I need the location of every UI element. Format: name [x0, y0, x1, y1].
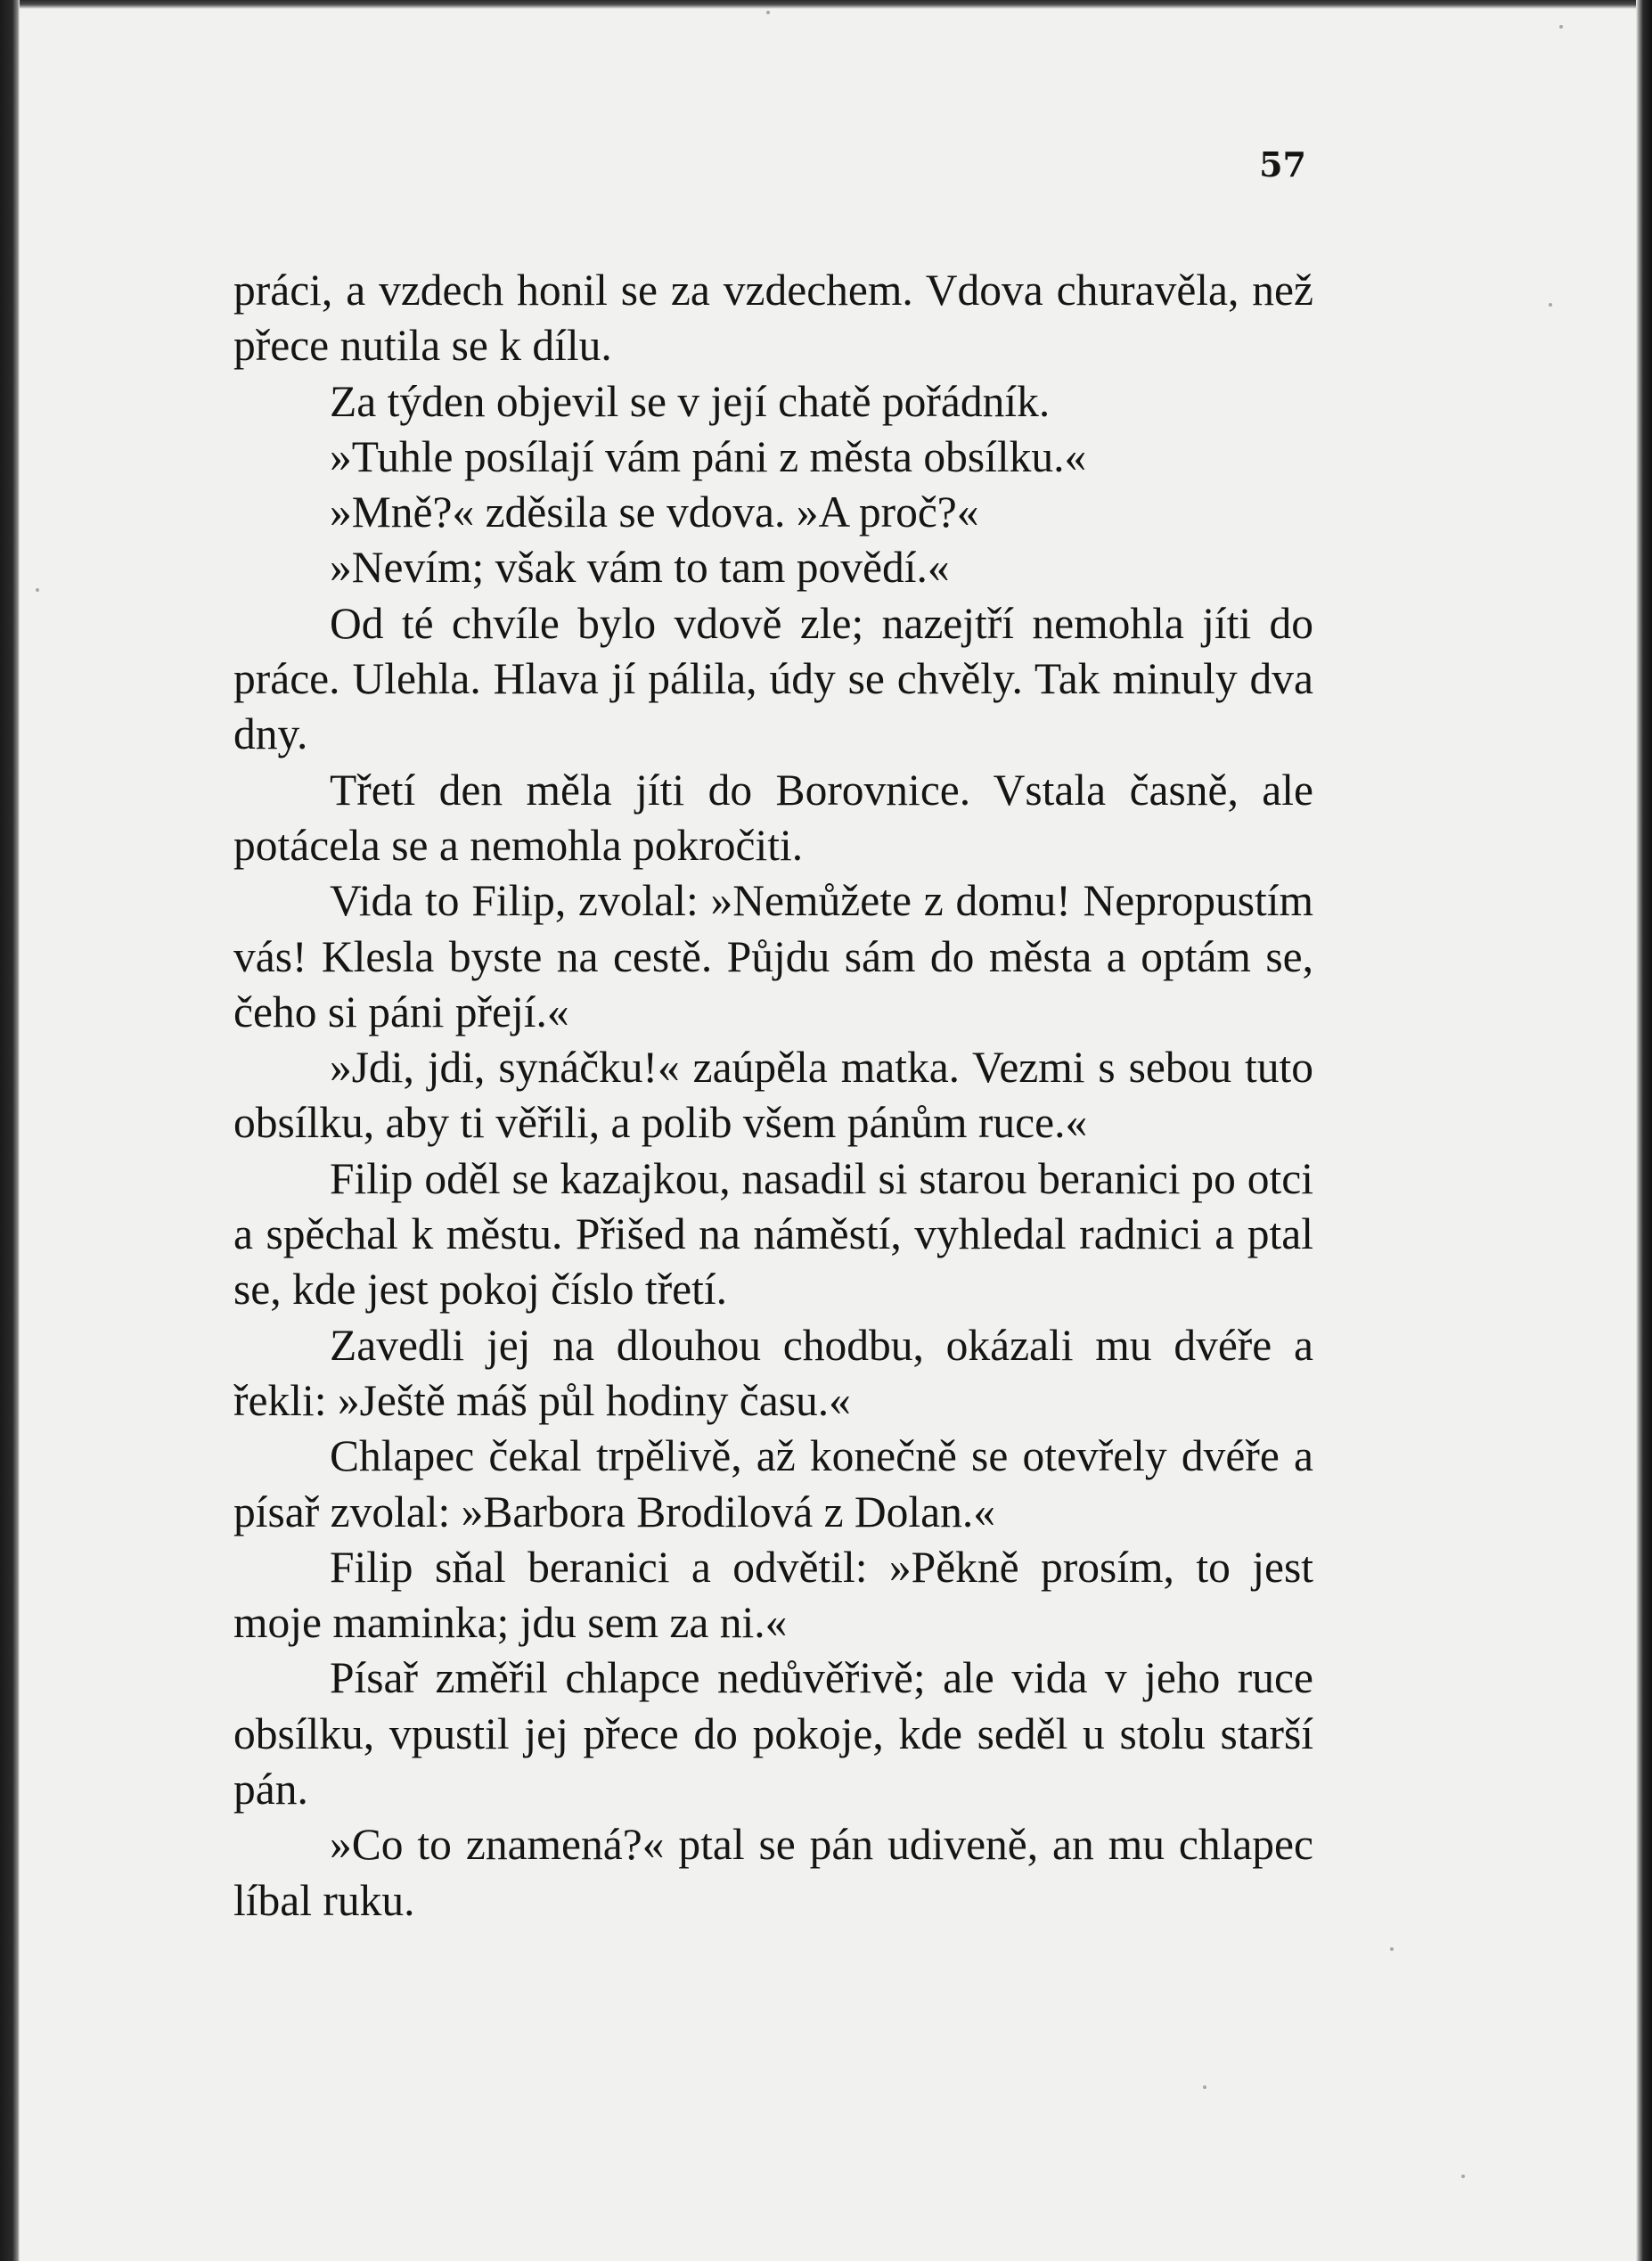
paragraph: »Tuhle posílají vám páni z města obsílku.« — [330, 431, 1087, 481]
paragraph: »Co to znamená?« ptal se pán udiveně, an mu chlapec líbal ruku. — [233, 1820, 1313, 1925]
paragraph: Třetí den měla jíti do Borovnice. Vstala časně, ale potácela se a nemohla pokročiti. — [233, 765, 1313, 870]
scan-left-border — [0, 0, 20, 2261]
scan-right-border — [1636, 0, 1652, 2261]
paper-speck — [1549, 303, 1552, 307]
paragraph: Písař změřil chlapce nedůvěřivě; ale vida v jeho ruce obsílku, vpustil jej přece do pokoje, kde seděl u stolu starší pán. — [233, 1653, 1313, 1815]
paper-speck — [766, 11, 770, 14]
paper-speck — [36, 588, 39, 592]
paragraph: Zavedli jej na dlouhou chodbu, okázali mu dvéře a řekli: »Ještě máš půl hodiny času.« — [233, 1320, 1313, 1425]
paragraph: »Mně?« zděsila se vdova. »A proč?« — [330, 487, 979, 537]
scan-top-border — [0, 0, 1652, 9]
page-number: 57 — [1259, 144, 1306, 184]
paper-speck — [1203, 2085, 1206, 2089]
paragraph: Za týden objevil se v její chatě pořádník. — [330, 376, 1051, 426]
paragraph: Od té chvíle bylo vdově zle; nazejtří nemohla jíti do práce. Ulehla. Hlava jí pálila, údy se chvěly. Tak minuly dva dny. — [233, 598, 1313, 759]
paragraph: Vida to Filip, zvolal: »Nemůžete z domu! Nepropustím vás! Klesla byste na cestě. Půjdu sám do města a optám se, čeho si páni přejí.« — [233, 876, 1313, 1036]
paragraph: Filip oděl se kazajkou, nasadil si starou beranici po otci a spěchal k městu. Přišed na náměstí, vyhledal radnici a ptal se, kde jest pokoj číslo třetí. — [233, 1153, 1313, 1315]
paragraph: Chlapec čekal trpělivě, až konečně se otevřely dvéře a písař zvolal: »Barbora Brodilová z Dolan.« — [233, 1431, 1313, 1536]
paper-speck — [1390, 1947, 1394, 1951]
paragraph: »Jdi, jdi, synáčku!« zaúpěla matka. Vezmi s sebou tuto obsílku, aby ti věřili, a polib všem pánům ruce.« — [233, 1043, 1313, 1148]
body-text — [233, 263, 1313, 1929]
paper-speck — [1461, 2175, 1465, 2178]
paragraph: Filip sňal beranici a odvětil: »Pěkně prosím, to jest moje maminka; jdu sem za ni.« — [233, 1542, 1313, 1648]
paragraph: »Nevím; však vám to tam povědí.« — [330, 543, 950, 593]
paper-speck — [1559, 25, 1563, 29]
paragraph: práci, a vzdech honil se za vzdechem. Vdova churavěla, než přece nutila se k dílu. — [233, 266, 1313, 371]
